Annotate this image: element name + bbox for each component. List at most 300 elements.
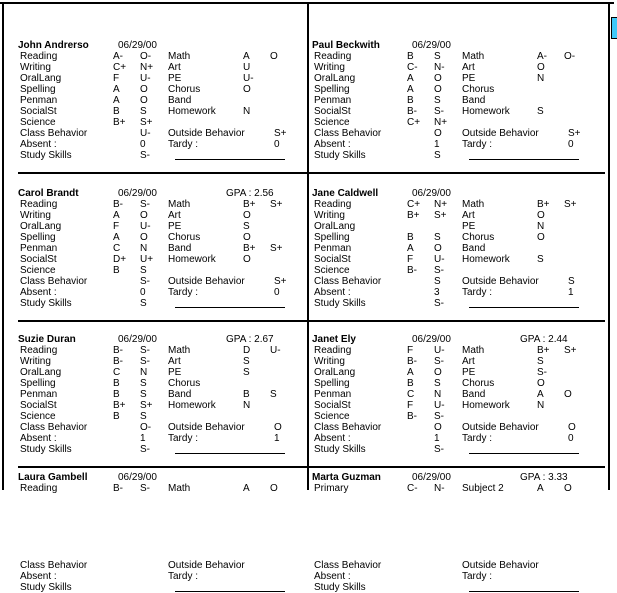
effort-mark: S+ [140, 117, 153, 128]
class-behavior-mark: O [434, 128, 442, 139]
effort-mark: S- [140, 345, 150, 356]
subject-row [312, 73, 608, 84]
study-skills-mark: S- [140, 444, 150, 455]
letter-grade: B- [407, 106, 417, 117]
subject-row [312, 538, 608, 549]
subject-label: Subject 2 [462, 483, 504, 494]
subject-label: PE [462, 73, 476, 84]
effort-mark: N+ [140, 62, 154, 73]
letter-grade: O [243, 210, 251, 221]
subject-label: Spelling [314, 232, 350, 243]
effort-mark: U- [434, 345, 445, 356]
subject-label: PE [168, 221, 182, 232]
behavior-row [18, 560, 307, 571]
letter-grade: B [113, 411, 120, 422]
letter-grade: B- [113, 356, 123, 367]
study-skills-label: Study Skills [20, 444, 72, 455]
effort-mark: O [140, 84, 148, 95]
subject-row [312, 516, 608, 527]
letter-grade: C- [407, 62, 418, 73]
effort-mark: O- [564, 51, 576, 62]
letter-grade: F [407, 345, 414, 356]
student-report-card [309, 322, 608, 466]
letter-grade: O [537, 232, 545, 243]
subject-row [18, 199, 307, 210]
effort-mark: S [434, 232, 441, 243]
tardy-label: Tardy : [462, 287, 493, 298]
subject-label: Math [168, 345, 191, 356]
student-name: Janet Ely [312, 334, 356, 345]
letter-grade: B+ [113, 400, 126, 411]
effort-mark: U- [140, 73, 151, 84]
subject-label: Science [314, 117, 350, 128]
effort-mark: N [434, 389, 442, 400]
subject-label: Primary [314, 483, 349, 494]
effort-mark: U- [434, 254, 445, 265]
behavior-row [18, 128, 307, 139]
study-skills-mark: S [434, 150, 441, 161]
subject-row [18, 62, 307, 73]
subject-row [18, 356, 307, 367]
letter-grade: C+ [407, 117, 421, 128]
study-skills-row [18, 582, 307, 593]
subject-label: PE [462, 221, 476, 232]
report-date: 06/29/00 [118, 334, 157, 345]
letter-grade: S [537, 356, 544, 367]
subject-row [18, 210, 307, 221]
letter-grade: D [243, 345, 251, 356]
class-behavior-label: Class Behavior [314, 128, 382, 139]
effort-mark: N+ [434, 117, 448, 128]
letter-grade: A [407, 73, 414, 84]
signature-line [469, 453, 579, 454]
subject-row [312, 95, 608, 106]
tardy-count: 0 [568, 433, 574, 444]
letter-grade: A [407, 84, 414, 95]
signature-line [469, 591, 579, 592]
tardy-label: Tardy : [462, 433, 493, 444]
effort-mark: U+ [140, 254, 154, 265]
subject-row [18, 265, 307, 276]
subject-label: Reading [314, 345, 352, 356]
subject-row [18, 549, 307, 560]
letter-grade: S- [537, 367, 547, 378]
study-skills-mark: S [140, 298, 147, 309]
letter-grade: C [113, 367, 121, 378]
subject-label: Reading [20, 199, 58, 210]
effort-mark: O [140, 95, 148, 106]
subject-row [312, 505, 608, 516]
subject-label: SocialSt [314, 400, 351, 411]
letter-grade: B- [113, 483, 123, 494]
subject-label: Penman [314, 243, 352, 254]
letter-grade: B [407, 51, 414, 62]
letter-grade: B [113, 106, 120, 117]
behavior-row [312, 276, 608, 287]
behavior-row [312, 422, 608, 433]
letter-grade: B+ [243, 243, 256, 254]
letter-grade: C [113, 243, 121, 254]
letter-grade: S [243, 356, 250, 367]
letter-grade: A [243, 51, 250, 62]
letter-grade: B [113, 378, 120, 389]
effort-mark: S- [140, 356, 150, 367]
effort-mark: S- [434, 411, 444, 422]
subject-label: Art [462, 62, 475, 73]
letter-grade: B [113, 389, 120, 400]
subject-row [18, 84, 307, 95]
outside-behavior-label: Outside Behavior [462, 422, 539, 433]
letter-grade: S [537, 106, 544, 117]
behavior-row [18, 276, 307, 287]
gpa-value: GPA : 3.33 [520, 472, 568, 483]
effort-mark: U- [140, 221, 151, 232]
subject-label: SocialSt [20, 400, 57, 411]
subject-label: Band [168, 243, 192, 254]
effort-mark: O [140, 232, 148, 243]
subject-row [312, 378, 608, 389]
tardy-label: Tardy : [168, 433, 199, 444]
letter-grade: F [407, 254, 414, 265]
effort-mark: S [434, 95, 441, 106]
effort-mark: O [434, 84, 442, 95]
subject-label: SocialSt [20, 254, 57, 265]
effort-mark: U- [270, 345, 281, 356]
subject-label: Penman [314, 95, 352, 106]
absent-count: 1 [434, 139, 440, 150]
subject-label: Chorus [168, 84, 201, 95]
subject-label: Writing [314, 356, 345, 367]
student-name: John Andrerso [18, 40, 89, 51]
class-behavior-label: Class Behavior [20, 422, 88, 433]
subject-label: Science [20, 265, 56, 276]
student-name: Suzie Duran [18, 334, 76, 345]
subject-row [18, 516, 307, 527]
subject-label: Math [462, 199, 485, 210]
subject-row [312, 62, 608, 73]
subject-label: Math [462, 51, 485, 62]
effort-mark: O [434, 73, 442, 84]
subject-label: OralLang [314, 367, 356, 378]
class-behavior-label: Class Behavior [20, 560, 88, 571]
letter-grade: C [407, 389, 415, 400]
subject-label: Science [314, 411, 350, 422]
tardy-label: Tardy : [168, 139, 199, 150]
subject-row [312, 51, 608, 62]
subject-row [312, 199, 608, 210]
study-skills-label: Study Skills [20, 298, 72, 309]
student-name: Carol Brandt [18, 188, 79, 199]
effort-mark: S+ [140, 400, 153, 411]
subject-label: Band [462, 95, 486, 106]
letter-grade: C+ [407, 199, 421, 210]
tardy-label: Tardy : [168, 287, 199, 298]
letter-grade: O [537, 210, 545, 221]
absent-label: Absent : [20, 571, 57, 582]
effort-mark: S- [434, 265, 444, 276]
study-skills-mark: S- [434, 298, 444, 309]
subject-row [18, 400, 307, 411]
subject-label: Math [462, 345, 485, 356]
study-skills-row [18, 444, 307, 455]
class-behavior-label: Class Behavior [314, 422, 382, 433]
signature-line [175, 307, 285, 308]
tardy-label: Tardy : [168, 571, 199, 582]
subject-row [312, 367, 608, 378]
letter-grade: B [243, 389, 250, 400]
effort-mark: O [270, 51, 278, 62]
tardy-count: 0 [274, 287, 280, 298]
letter-grade: B- [407, 265, 417, 276]
letter-grade: A [113, 232, 120, 243]
subject-label: OralLang [314, 73, 356, 84]
letter-grade: U [243, 62, 251, 73]
student-report-card [4, 468, 307, 593]
letter-grade: O [537, 62, 545, 73]
subject-label: Writing [314, 210, 345, 221]
subject-label: Band [168, 95, 192, 106]
subject-label: Art [462, 356, 475, 367]
effort-mark: S [270, 389, 277, 400]
subject-label: Reading [314, 51, 352, 62]
study-skills-label: Study Skills [314, 150, 366, 161]
attendance-row [312, 571, 608, 582]
report-header-row [18, 334, 307, 345]
scrollbar-thumb[interactable] [611, 17, 617, 39]
subject-row [312, 117, 608, 128]
effort-mark: O [434, 243, 442, 254]
subject-label: Homework [462, 400, 510, 411]
letter-grade: S [537, 254, 544, 265]
subject-label: OralLang [20, 73, 62, 84]
study-skills-label: Study Skills [20, 150, 72, 161]
subject-label: Reading [314, 199, 352, 210]
subject-row [312, 243, 608, 254]
report-date: 06/29/00 [412, 334, 451, 345]
report-header-row [18, 188, 307, 199]
subject-label: Chorus [462, 378, 495, 389]
class-behavior-label: Class Behavior [20, 276, 88, 287]
subject-label: Art [168, 356, 181, 367]
subject-label: Chorus [462, 232, 495, 243]
letter-grade: B+ [113, 117, 126, 128]
subject-row [18, 411, 307, 422]
letter-grade: O [243, 84, 251, 95]
absent-label: Absent : [20, 139, 57, 150]
subject-label: Writing [314, 62, 345, 73]
letter-grade: N [537, 400, 545, 411]
subject-label: Band [462, 389, 486, 400]
subject-row [18, 389, 307, 400]
subject-row [18, 505, 307, 516]
effort-mark: S [434, 51, 441, 62]
subject-row [312, 265, 608, 276]
letter-grade: S [243, 221, 250, 232]
subject-label: Reading [20, 345, 58, 356]
subject-label: Homework [462, 106, 510, 117]
report-header-row [18, 40, 307, 51]
tardy-count: 1 [274, 433, 280, 444]
subject-row [18, 378, 307, 389]
attendance-row [312, 139, 608, 150]
effort-mark: S [140, 411, 147, 422]
subject-label: PE [168, 367, 182, 378]
subject-label: Penman [20, 389, 58, 400]
study-skills-row [312, 444, 608, 455]
subject-row [312, 356, 608, 367]
student-report-card [309, 174, 608, 320]
effort-mark: N+ [434, 199, 448, 210]
letter-grade: D+ [113, 254, 127, 265]
outside-behavior-mark: S+ [274, 128, 287, 139]
subject-label: OralLang [314, 221, 356, 232]
letter-grade: S [243, 367, 250, 378]
letter-grade: A [407, 243, 414, 254]
outside-behavior-mark: O [274, 422, 282, 433]
subject-row [18, 538, 307, 549]
effort-mark: S- [140, 483, 150, 494]
letter-grade: A [407, 367, 414, 378]
student-report-card [4, 322, 307, 466]
study-skills-row [312, 582, 608, 593]
letter-grade: N [537, 73, 545, 84]
report-date: 06/29/00 [412, 40, 451, 51]
subject-row [18, 221, 307, 232]
letter-grade: C- [407, 483, 418, 494]
subject-label: Homework [168, 106, 216, 117]
study-skills-mark: S- [434, 444, 444, 455]
letter-grade: F [113, 73, 120, 84]
subject-row [312, 232, 608, 243]
subject-row [18, 254, 307, 265]
subject-row [18, 51, 307, 62]
letter-grade: B- [407, 411, 417, 422]
letter-grade: B+ [407, 210, 420, 221]
absent-label: Absent : [20, 433, 57, 444]
subject-label: Reading [20, 51, 58, 62]
class-behavior-label: Class Behavior [20, 128, 88, 139]
absent-label: Absent : [20, 287, 57, 298]
report-date: 06/29/00 [412, 472, 451, 483]
absent-label: Absent : [314, 433, 351, 444]
report-header-row [312, 188, 608, 199]
subject-label: Homework [168, 400, 216, 411]
subject-label: Art [168, 62, 181, 73]
subject-row [18, 494, 307, 505]
subject-label: Math [168, 199, 191, 210]
outside-behavior-mark: O [568, 422, 576, 433]
tardy-label: Tardy : [462, 571, 493, 582]
letter-grade: O [243, 254, 251, 265]
letter-grade: A [113, 84, 120, 95]
subject-label: Writing [20, 62, 51, 73]
subject-row [312, 254, 608, 265]
attendance-row [18, 139, 307, 150]
letter-grade: A- [537, 51, 547, 62]
subject-row [312, 210, 608, 221]
letter-grade: B+ [537, 199, 550, 210]
effort-mark: S- [140, 199, 150, 210]
signature-line [175, 453, 285, 454]
letter-grade: B [407, 95, 414, 106]
outside-behavior-label: Outside Behavior [462, 560, 539, 571]
attendance-row [312, 433, 608, 444]
subject-label: Homework [462, 254, 510, 265]
attendance-row [18, 287, 307, 298]
effort-mark: S- [434, 356, 444, 367]
letter-grade: U- [243, 73, 254, 84]
attendance-row [18, 433, 307, 444]
report-header-row [312, 334, 608, 345]
outside-behavior-label: Outside Behavior [168, 276, 245, 287]
gpa-value: GPA : 2.67 [226, 334, 274, 345]
effort-mark: O [564, 483, 572, 494]
subject-row [312, 345, 608, 356]
outside-behavior-mark: S+ [568, 128, 581, 139]
student-report-card [309, 4, 608, 172]
gpa-value: GPA : 2.44 [520, 334, 568, 345]
signature-line [175, 591, 285, 592]
subject-label: SocialSt [314, 106, 351, 117]
subject-row [18, 232, 307, 243]
tardy-count: 1 [568, 287, 574, 298]
attendance-row [312, 287, 608, 298]
letter-grade: A [243, 483, 250, 494]
subject-label: Spelling [20, 84, 56, 95]
subject-label: Math [168, 483, 191, 494]
study-skills-mark: S- [140, 150, 150, 161]
subject-label: Chorus [168, 378, 201, 389]
outside-behavior-label: Outside Behavior [168, 422, 245, 433]
subject-label: Writing [20, 210, 51, 221]
student-name: Paul Beckwith [312, 40, 380, 51]
effort-mark: O- [140, 51, 152, 62]
letter-grade: O [537, 378, 545, 389]
report-date: 06/29/00 [412, 188, 451, 199]
letter-grade: N [243, 106, 251, 117]
effort-mark: S+ [434, 210, 447, 221]
subject-row [312, 389, 608, 400]
signature-line [469, 159, 579, 160]
report-date: 06/29/00 [118, 40, 157, 51]
outside-behavior-mark: S [568, 276, 575, 287]
subject-row [18, 95, 307, 106]
grid-border-right [608, 2, 610, 490]
class-behavior-mark: O [434, 422, 442, 433]
tardy-count: 0 [274, 139, 280, 150]
effort-mark: O [270, 483, 278, 494]
student-report-card [4, 174, 307, 320]
letter-grade: C+ [113, 62, 127, 73]
subject-row [312, 84, 608, 95]
absent-count: 1 [140, 433, 146, 444]
subject-label: Reading [20, 483, 58, 494]
class-behavior-mark: S- [140, 276, 150, 287]
subject-label: PE [168, 73, 182, 84]
subject-label: Art [462, 210, 475, 221]
absent-count: 3 [434, 287, 440, 298]
study-skills-label: Study Skills [314, 444, 366, 455]
letter-grade: B [407, 232, 414, 243]
letter-grade: B- [407, 356, 417, 367]
outside-behavior-label: Outside Behavior [462, 276, 539, 287]
letter-grade: B+ [243, 199, 256, 210]
effort-mark: S [140, 265, 147, 276]
outside-behavior-label: Outside Behavior [168, 560, 245, 571]
outside-behavior-label: Outside Behavior [168, 128, 245, 139]
letter-grade: A [113, 210, 120, 221]
effort-mark: O [564, 389, 572, 400]
